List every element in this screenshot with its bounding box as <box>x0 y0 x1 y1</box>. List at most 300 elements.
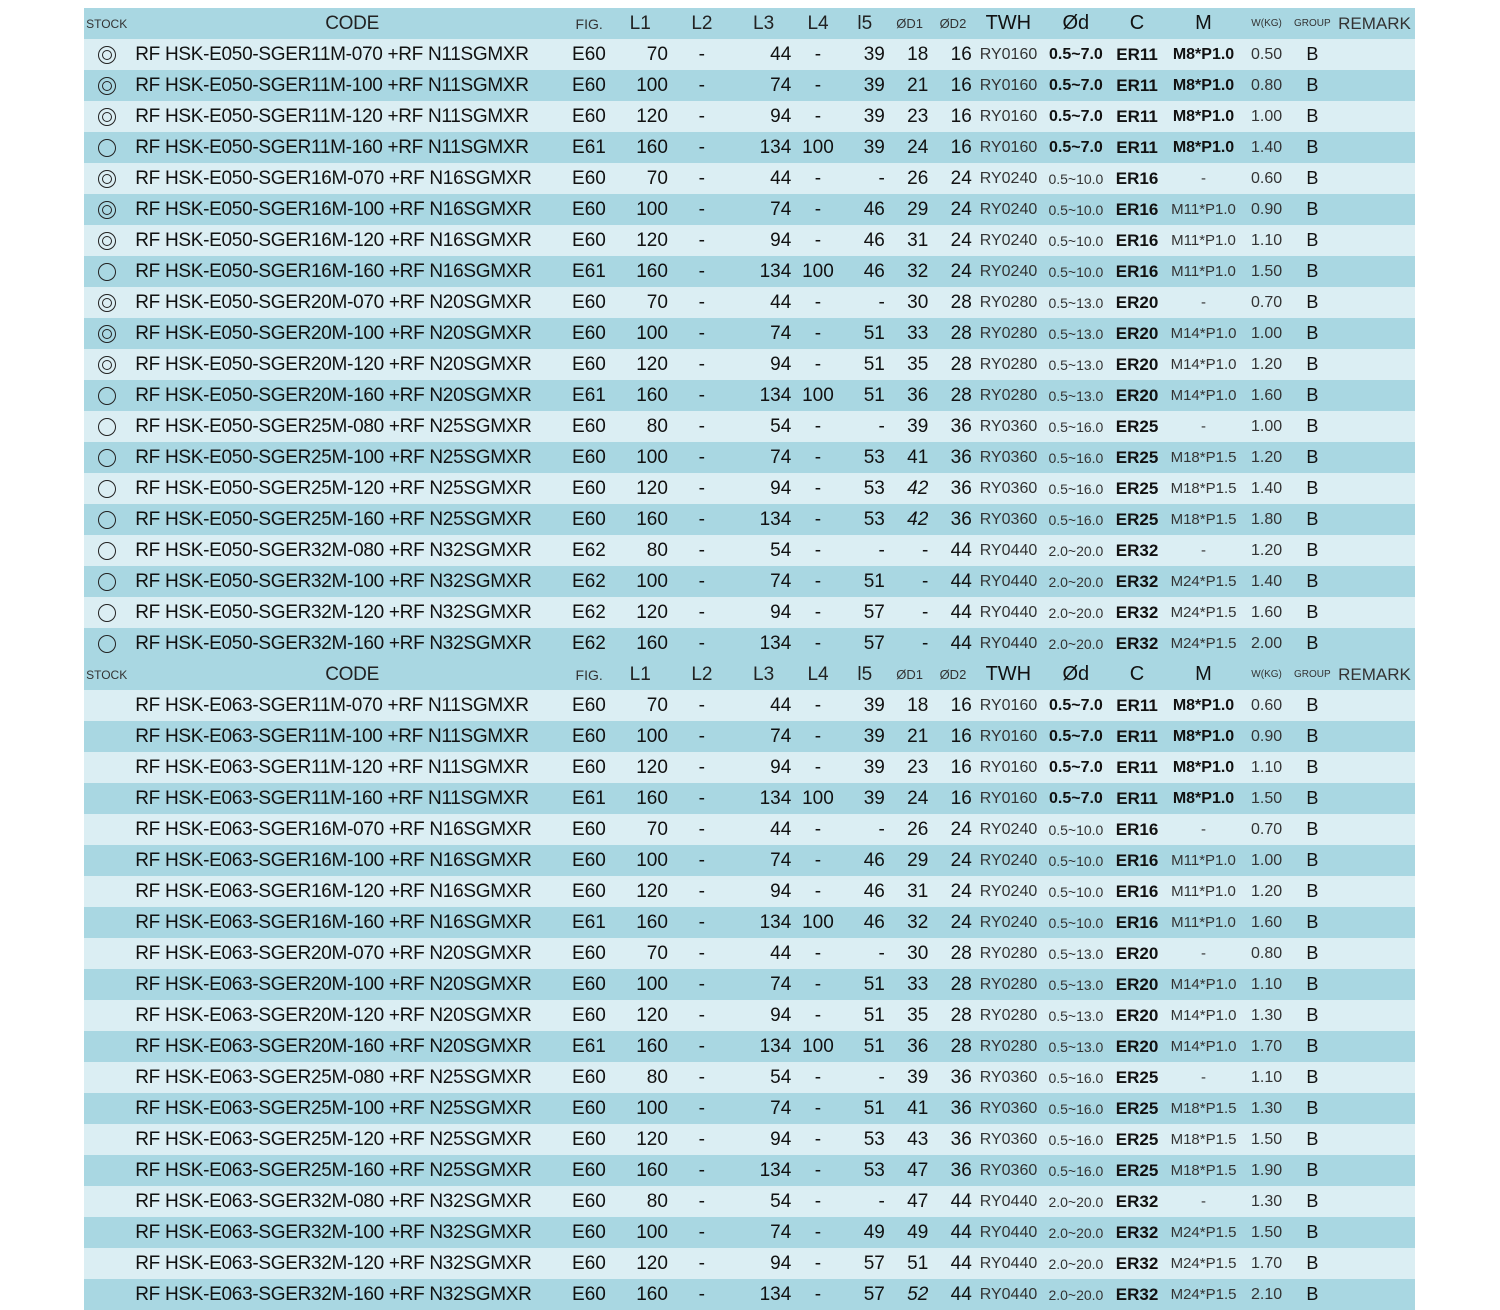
fig-cell: E60 <box>572 353 606 375</box>
header-d1: ØD1 <box>896 667 923 682</box>
stock-double-circle-icon <box>84 70 129 101</box>
table-row <box>84 380 1415 411</box>
remark-cell <box>1334 1093 1415 1124</box>
weight-cell: 1.50 <box>1251 1130 1283 1148</box>
l5-cell: 46 <box>863 880 885 902</box>
remark-cell <box>1334 225 1415 256</box>
table-row <box>84 1279 1415 1310</box>
remark-cell <box>1334 876 1415 907</box>
d2-cell: 36 <box>950 1128 972 1150</box>
l2-cell: - <box>698 43 705 65</box>
circle-icon <box>98 542 116 560</box>
l5-cell: 57 <box>863 1283 885 1305</box>
remark-cell <box>1334 473 1415 504</box>
l1-cell: 120 <box>636 1252 668 1274</box>
double-circle-icon <box>98 170 116 188</box>
code-cell: RF HSK-E063-SGER32M-100 +RF N32SGMXR <box>135 1221 532 1243</box>
l2-cell: - <box>698 322 705 344</box>
collet-cell: ER25 <box>1115 1129 1159 1149</box>
code-cell: RF HSK-E050-SGER11M-070 +RF N11SGMXR <box>135 43 529 65</box>
l4-cell: - <box>814 849 822 871</box>
code-cell: RF HSK-E050-SGER25M-080 +RF N25SGMXR <box>135 415 532 437</box>
remark-cell <box>1334 504 1415 535</box>
collet-cell: ER11 <box>1116 44 1158 64</box>
table-row <box>84 132 1415 163</box>
double-circle-icon <box>98 232 116 250</box>
twh-cell: RY0360 <box>979 1099 1038 1117</box>
l2-cell: - <box>698 198 705 220</box>
collet-cell: ER32 <box>1115 633 1159 653</box>
table-row <box>84 349 1415 380</box>
od-cell: 0.5~13.0 <box>1048 945 1104 962</box>
l4-cell: - <box>814 74 822 96</box>
fig-cell: E60 <box>572 1221 606 1243</box>
l5-cell: 51 <box>863 1097 885 1119</box>
l2-cell: - <box>698 1252 705 1274</box>
l2-cell: - <box>698 570 705 592</box>
d2-cell: 36 <box>950 1159 972 1181</box>
l5-cell: 57 <box>863 1252 885 1274</box>
l5-cell: 51 <box>863 322 885 344</box>
l1-cell: 70 <box>646 942 668 964</box>
group-cell: B <box>1306 1005 1319 1025</box>
table-row <box>84 1124 1415 1155</box>
fig-cell: E60 <box>572 1066 606 1088</box>
od-cell: 0.5~16.0 <box>1048 480 1104 497</box>
l2-cell: - <box>698 1283 705 1305</box>
group-cell: B <box>1306 788 1319 808</box>
header-twh: TWH <box>985 12 1032 34</box>
m-cell: M14*P1.0 <box>1170 325 1237 342</box>
weight-cell: 1.60 <box>1251 913 1283 931</box>
header-code: CODE <box>325 663 379 685</box>
l2-cell: - <box>698 694 705 716</box>
m-cell: M18*P1.5 <box>1170 1162 1237 1179</box>
l3-cell: 74 <box>770 570 792 592</box>
twh-cell: RY0240 <box>979 169 1038 187</box>
l4-cell: 100 <box>802 260 834 282</box>
l2-cell: - <box>698 1128 705 1150</box>
l3-cell: 134 <box>759 508 792 530</box>
l3-cell: 44 <box>770 694 792 716</box>
table-row <box>84 225 1415 256</box>
l1-cell: 100 <box>636 973 668 995</box>
d1-cell: 32 <box>907 911 929 933</box>
l1-cell: 70 <box>646 43 668 65</box>
l4-cell: - <box>814 1190 822 1212</box>
header-d2: ØD2 <box>939 16 967 31</box>
stock-cell <box>84 1031 129 1062</box>
code-cell: RF HSK-E050-SGER32M-120 +RF N32SGMXR <box>135 601 532 623</box>
collet-cell: ER16 <box>1115 850 1159 870</box>
fig-cell: E60 <box>572 198 606 220</box>
d1-cell: 30 <box>907 291 929 313</box>
group-cell: B <box>1306 571 1319 591</box>
twh-cell: RY0240 <box>979 231 1038 249</box>
l1-cell: 100 <box>636 446 668 468</box>
table-row <box>84 1062 1415 1093</box>
l5-cell: 46 <box>863 198 885 220</box>
od-cell: 0.5~10.0 <box>1048 852 1104 869</box>
stock-circle-icon <box>84 256 129 287</box>
l3-cell: 54 <box>770 539 792 561</box>
l5-cell: 39 <box>863 725 885 747</box>
stock-circle-icon <box>84 566 129 597</box>
stock-circle-icon <box>84 411 129 442</box>
double-circle-icon <box>98 325 116 343</box>
twh-cell: RY0280 <box>979 975 1038 993</box>
stock-double-circle-icon <box>84 101 129 132</box>
collet-cell: ER20 <box>1115 974 1159 994</box>
l1-cell: 160 <box>636 384 668 406</box>
remark-cell <box>1334 380 1415 411</box>
table-header-row <box>84 659 1415 690</box>
l2-cell: - <box>698 942 705 964</box>
l4-cell: 100 <box>802 136 834 158</box>
group-cell: B <box>1306 912 1319 932</box>
remark-cell <box>1334 163 1415 194</box>
code-cell: RF HSK-E050-SGER11M-100 +RF N11SGMXR <box>135 74 529 96</box>
fig-cell: E61 <box>572 384 606 406</box>
twh-cell: RY0240 <box>979 262 1038 280</box>
weight-cell: 1.60 <box>1251 386 1283 404</box>
fig-cell: E61 <box>572 136 606 158</box>
twh-cell: RY0360 <box>979 510 1038 528</box>
l4-cell: - <box>814 229 822 251</box>
remark-cell <box>1334 1124 1415 1155</box>
stock-cell <box>84 752 129 783</box>
collet-cell: ER32 <box>1115 1284 1159 1304</box>
l3-cell: 94 <box>770 1004 792 1026</box>
m-cell: M14*P1.0 <box>1170 1007 1237 1024</box>
stock-cell <box>84 1248 129 1279</box>
remark-cell <box>1334 194 1415 225</box>
twh-cell: RY0280 <box>979 293 1038 311</box>
table-row <box>84 566 1415 597</box>
weight-cell: 1.20 <box>1251 882 1283 900</box>
l1-cell: 100 <box>636 849 668 871</box>
l2-cell: - <box>698 1159 705 1181</box>
l2-cell: - <box>698 601 705 623</box>
weight-cell: 2.10 <box>1251 1285 1283 1303</box>
code-cell: RF HSK-E050-SGER20M-120 +RF N20SGMXR <box>135 353 532 375</box>
l1-cell: 120 <box>636 353 668 375</box>
d2-cell: 24 <box>950 229 972 251</box>
table-row <box>84 814 1415 845</box>
l3-cell: 54 <box>770 1190 792 1212</box>
table-row <box>84 938 1415 969</box>
m-cell: M11*P1.0 <box>1171 263 1236 280</box>
circle-icon <box>98 139 116 157</box>
collet-cell: ER32 <box>1115 540 1159 560</box>
m-cell: M18*P1.5 <box>1170 1131 1237 1148</box>
weight-cell: 1.00 <box>1251 107 1283 125</box>
l5-cell: 39 <box>863 136 885 158</box>
m-cell: - <box>1201 945 1207 962</box>
fig-cell: E60 <box>572 694 606 716</box>
od-cell: 0.5~16.0 <box>1048 1131 1104 1148</box>
table-row <box>84 473 1415 504</box>
table-row <box>84 597 1415 628</box>
table-row <box>84 752 1415 783</box>
header-l5: l5 <box>857 663 873 685</box>
l5-cell: 39 <box>863 787 885 809</box>
l1-cell: 160 <box>636 1035 668 1057</box>
d1-cell: 42 <box>907 477 929 499</box>
l2-cell: - <box>698 229 705 251</box>
group-cell: B <box>1306 44 1319 64</box>
l2-cell: - <box>698 167 705 189</box>
d2-cell: 24 <box>950 198 972 220</box>
d1-cell: 51 <box>907 1252 929 1274</box>
table-row <box>84 318 1415 349</box>
d1-cell: 18 <box>907 43 929 65</box>
collet-cell: ER16 <box>1115 199 1159 219</box>
twh-cell: RY0440 <box>979 1192 1038 1210</box>
l4-cell: - <box>814 725 822 747</box>
l5-cell: 51 <box>863 570 885 592</box>
table-row <box>84 1248 1415 1279</box>
d1-cell: 29 <box>907 849 929 871</box>
l3-cell: 134 <box>759 260 792 282</box>
weight-cell: 1.20 <box>1251 541 1283 559</box>
collet-cell: ER32 <box>1115 1253 1159 1273</box>
weight-cell: 1.50 <box>1251 789 1283 807</box>
l1-cell: 100 <box>636 570 668 592</box>
code-cell: RF HSK-E063-SGER25M-100 +RF N25SGMXR <box>135 1097 532 1119</box>
m-cell: M8*P1.0 <box>1172 696 1235 714</box>
od-cell: 0.5~10.0 <box>1048 914 1104 931</box>
od-cell: 0.5~13.0 <box>1048 387 1104 404</box>
d1-cell: 18 <box>907 694 929 716</box>
group-cell: B <box>1306 602 1319 622</box>
code-cell: RF HSK-E063-SGER20M-100 +RF N20SGMXR <box>135 973 532 995</box>
circle-icon <box>98 449 116 467</box>
m-cell: M11*P1.0 <box>1171 201 1236 218</box>
twh-cell: RY0160 <box>979 107 1038 125</box>
stock-cell <box>84 1217 129 1248</box>
d1-cell: 39 <box>907 415 929 437</box>
group-cell: B <box>1306 75 1319 95</box>
fig-cell: E60 <box>572 1190 606 1212</box>
group-cell: B <box>1306 633 1319 653</box>
weight-cell: 2.00 <box>1251 634 1283 652</box>
od-cell: 0.5~16.0 <box>1048 1100 1104 1117</box>
group-cell: B <box>1306 1067 1319 1087</box>
fig-cell: E60 <box>572 1283 606 1305</box>
l2-cell: - <box>698 911 705 933</box>
l3-cell: 54 <box>770 1066 792 1088</box>
table-row <box>84 163 1415 194</box>
d1-cell: 47 <box>907 1159 929 1181</box>
l2-cell: - <box>698 384 705 406</box>
l2-cell: - <box>698 508 705 530</box>
d2-cell: 36 <box>950 1097 972 1119</box>
l5-cell: 51 <box>863 384 885 406</box>
twh-cell: RY0280 <box>979 355 1038 373</box>
circle-icon <box>98 263 116 281</box>
l3-cell: 54 <box>770 415 792 437</box>
fig-cell: E60 <box>572 446 606 468</box>
m-cell: - <box>1201 170 1207 187</box>
stock-double-circle-icon <box>84 318 129 349</box>
fig-cell: E60 <box>572 415 606 437</box>
stock-double-circle-icon <box>84 287 129 318</box>
code-cell: RF HSK-E050-SGER16M-120 +RF N16SGMXR <box>135 229 532 251</box>
code-cell: RF HSK-E063-SGER25M-080 +RF N25SGMXR <box>135 1066 532 1088</box>
l5-cell: 39 <box>863 74 885 96</box>
od-cell: 0.5~7.0 <box>1048 758 1103 776</box>
code-cell: RF HSK-E063-SGER20M-120 +RF N20SGMXR <box>135 1004 532 1026</box>
l2-cell: - <box>698 477 705 499</box>
d1-cell: - <box>921 632 929 654</box>
twh-cell: RY0440 <box>979 1285 1038 1303</box>
l1-cell: 100 <box>636 1221 668 1243</box>
remark-cell <box>1334 752 1415 783</box>
table-row <box>84 969 1415 1000</box>
d2-cell: 44 <box>950 1283 972 1305</box>
weight-cell: 0.80 <box>1251 944 1283 962</box>
code-cell: RF HSK-E050-SGER32M-080 +RF N32SGMXR <box>135 539 532 561</box>
collet-cell: ER20 <box>1115 1036 1159 1056</box>
l4-cell: - <box>814 1221 822 1243</box>
weight-cell: 1.00 <box>1251 324 1283 342</box>
code-cell: RF HSK-E050-SGER16M-100 +RF N16SGMXR <box>135 198 532 220</box>
d2-cell: 44 <box>950 539 972 561</box>
l3-cell: 134 <box>759 1159 792 1181</box>
weight-cell: 0.90 <box>1251 200 1283 218</box>
d1-cell: 36 <box>907 384 929 406</box>
l1-cell: 160 <box>636 911 668 933</box>
header-code: CODE <box>325 12 379 34</box>
collet-cell: ER11 <box>1116 75 1158 95</box>
d1-cell: 31 <box>907 880 929 902</box>
od-cell: 0.5~7.0 <box>1048 76 1103 94</box>
l5-cell: 53 <box>863 1128 885 1150</box>
od-cell: 0.5~16.0 <box>1048 511 1104 528</box>
fig-cell: E61 <box>572 260 606 282</box>
fig-cell: E60 <box>572 74 606 96</box>
group-cell: B <box>1306 757 1319 777</box>
stock-circle-icon <box>84 535 129 566</box>
od-cell: 0.5~7.0 <box>1048 696 1103 714</box>
header-c: C <box>1129 663 1145 685</box>
group-cell: B <box>1306 881 1319 901</box>
d2-cell: 28 <box>950 384 972 406</box>
d2-cell: 24 <box>950 880 972 902</box>
l1-cell: 120 <box>636 229 668 251</box>
weight-cell: 1.50 <box>1251 262 1283 280</box>
table-row <box>84 1093 1415 1124</box>
d2-cell: 24 <box>950 167 972 189</box>
stock-double-circle-icon <box>84 39 129 70</box>
d2-cell: 44 <box>950 601 972 623</box>
code-cell: RF HSK-E063-SGER16M-100 +RF N16SGMXR <box>135 849 532 871</box>
fig-cell: E60 <box>572 105 606 127</box>
l3-cell: 74 <box>770 973 792 995</box>
twh-cell: RY0160 <box>979 76 1038 94</box>
od-cell: 0.5~7.0 <box>1048 789 1103 807</box>
twh-cell: RY0160 <box>979 758 1038 776</box>
fig-cell: E62 <box>572 632 606 654</box>
code-cell: RF HSK-E063-SGER20M-160 +RF N20SGMXR <box>135 1035 532 1057</box>
header-d1: ØD1 <box>896 16 923 31</box>
weight-cell: 1.90 <box>1251 1161 1283 1179</box>
remark-cell <box>1334 721 1415 752</box>
double-circle-icon <box>98 46 116 64</box>
l1-cell: 160 <box>636 260 668 282</box>
table-row <box>84 411 1415 442</box>
table-row <box>84 1186 1415 1217</box>
stock-cell <box>84 1000 129 1031</box>
l5-cell: - <box>878 818 885 840</box>
header-twh: TWH <box>985 663 1032 685</box>
remark-cell <box>1334 442 1415 473</box>
d2-cell: 28 <box>950 322 972 344</box>
d2-cell: 28 <box>950 353 972 375</box>
l5-cell: 39 <box>863 694 885 716</box>
l3-cell: 134 <box>759 1283 792 1305</box>
twh-cell: RY0160 <box>979 138 1038 156</box>
collet-cell: ER32 <box>1115 571 1159 591</box>
l3-cell: 94 <box>770 105 792 127</box>
fig-cell: E60 <box>572 508 606 530</box>
remark-cell <box>1334 597 1415 628</box>
group-cell: B <box>1306 695 1319 715</box>
fig-cell: E60 <box>572 756 606 778</box>
weight-cell: 0.60 <box>1251 169 1283 187</box>
l5-cell: - <box>878 539 885 561</box>
m-cell: M18*P1.5 <box>1170 449 1237 466</box>
code-cell: RF HSK-E063-SGER11M-120 +RF N11SGMXR <box>135 756 529 778</box>
l1-cell: 100 <box>636 74 668 96</box>
collet-cell: ER25 <box>1115 416 1159 436</box>
weight-cell: 1.40 <box>1251 479 1283 497</box>
group-cell: B <box>1306 447 1319 467</box>
d2-cell: 24 <box>950 260 972 282</box>
weight-cell: 1.30 <box>1251 1006 1283 1024</box>
l2-cell: - <box>698 415 705 437</box>
stock-cell <box>84 814 129 845</box>
double-circle-icon <box>98 294 116 312</box>
table-row <box>84 256 1415 287</box>
d1-cell: 43 <box>907 1128 929 1150</box>
weight-cell: 1.80 <box>1251 510 1283 528</box>
od-cell: 0.5~10.0 <box>1048 883 1104 900</box>
od-cell: 2.0~20.0 <box>1048 542 1104 559</box>
fig-cell: E60 <box>572 291 606 313</box>
l2-cell: - <box>698 973 705 995</box>
l4-cell: - <box>814 1066 822 1088</box>
d2-cell: 16 <box>950 787 972 809</box>
table-row <box>84 1217 1415 1248</box>
l3-cell: 94 <box>770 880 792 902</box>
m-cell: M24*P1.5 <box>1170 573 1237 590</box>
od-cell: 0.5~13.0 <box>1048 1007 1104 1024</box>
d1-cell: 23 <box>907 756 929 778</box>
m-cell: - <box>1201 1069 1207 1086</box>
l3-cell: 44 <box>770 291 792 313</box>
stock-cell <box>84 1093 129 1124</box>
l5-cell: - <box>878 1190 885 1212</box>
header-m: M <box>1195 12 1212 34</box>
group-cell: B <box>1306 1284 1319 1304</box>
stock-circle-icon <box>84 504 129 535</box>
remark-cell <box>1334 535 1415 566</box>
l5-cell: 57 <box>863 601 885 623</box>
l1-cell: 120 <box>636 105 668 127</box>
remark-cell <box>1334 1279 1415 1310</box>
